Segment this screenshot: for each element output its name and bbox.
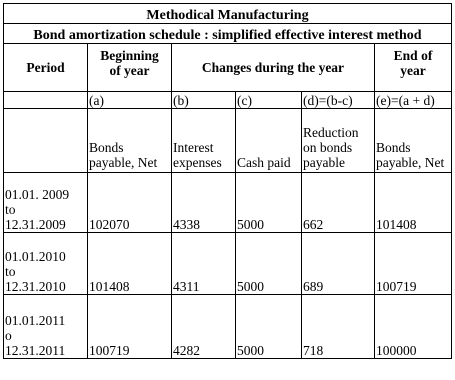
value-cell-b: 4338 [172,173,236,233]
column-name-e: Bonds payable, Net [375,109,452,173]
title-row [4,4,452,24]
amortization-table [3,3,452,359]
changes-during-year-header: Changes during the year [172,44,375,92]
column-name-blank [4,109,88,173]
beginning-of-year-header: Beginning of year [88,44,172,92]
column-name-a: Bonds payable, Net [88,109,172,173]
period-cell: 01.01. 2009 to 12.31.2009 [4,173,88,233]
value-cell-b: 4282 [172,295,236,359]
column-name-row [4,109,452,173]
column-code-d: (d)=(b-c) [302,92,375,109]
value-cell-e: 100000 [375,295,452,359]
table-row [4,173,452,233]
column-name-b: Interest expenses [172,109,236,173]
value-cell-a: 101408 [88,233,172,295]
column-code-c: (c) [236,92,302,109]
value-cell-a: 100719 [88,295,172,359]
header-row [4,44,452,92]
table-row [4,295,452,359]
value-cell-d: 718 [302,295,375,359]
period-cell: 01.01.2011 o 12.31.2011 [4,295,88,359]
column-code-b: (b) [172,92,236,109]
column-code-row [4,92,452,109]
table-subtitle: Bond amortization schedule : simplified effective interest method [4,24,452,44]
subtitle-row [4,24,452,44]
value-cell-b: 4311 [172,233,236,295]
period-cell: 01.01.2010 to 12.31.2010 [4,233,88,295]
value-cell-a: 102070 [88,173,172,233]
table-row [4,233,452,295]
table-title: Methodical Manufacturing [4,4,452,24]
value-cell-d: 662 [302,173,375,233]
column-name-c: Cash paid [236,109,302,173]
end-of-year-header: End of year [375,44,452,92]
column-name-d: Reduction on bonds payable [302,109,375,173]
value-cell-c: 5000 [236,233,302,295]
period-header: Period [4,44,88,92]
column-code-e: (e)=(a + d) [375,92,452,109]
value-cell-d: 689 [302,233,375,295]
value-cell-c: 5000 [236,295,302,359]
value-cell-e: 100719 [375,233,452,295]
value-cell-e: 101408 [375,173,452,233]
column-code-a: (a) [88,92,172,109]
column-code-blank [4,92,88,109]
value-cell-c: 5000 [236,173,302,233]
